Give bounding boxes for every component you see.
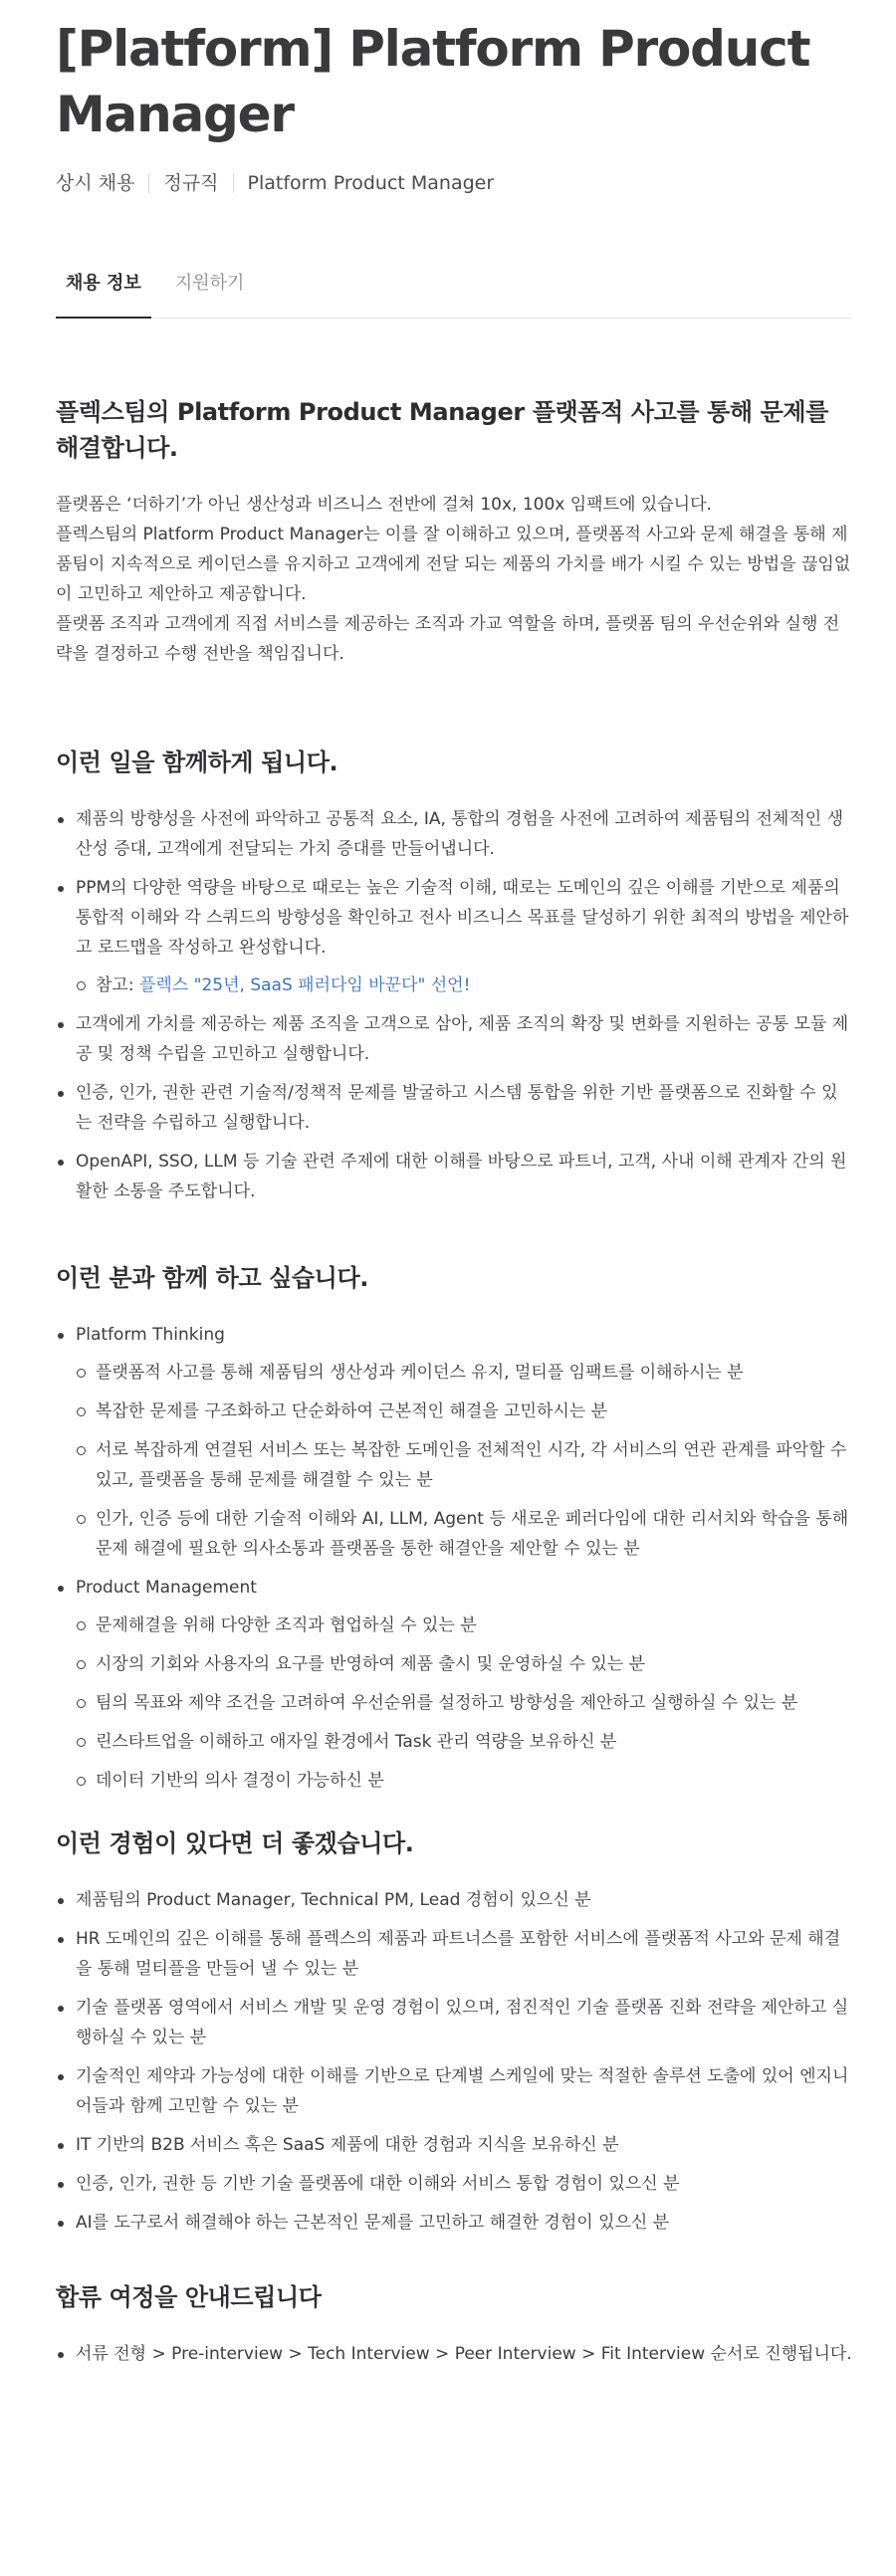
- intro-section: [56, 394, 852, 669]
- list-item: 플랫폼적 사고를 통해 제품팀의 생산성과 케이던스 유지, 멀티플 임팩트를 이해하시는 분: [76, 1358, 852, 1388]
- list-item: 제품팀의 Product Manager, Technical PM, Lead 경험이 있으신 분: [56, 1885, 852, 1915]
- work-section: [56, 745, 852, 1206]
- bonus-heading: 이런 경험이 있다면 더 좋겠습니다.: [56, 1829, 414, 1857]
- list-item: 인가, 인증 등에 대한 기술적 이해와 AI, LLM, Agent 등 새로운 페러다임에 대한 리서치와 학습을 통해 문제 해결에 필요한 의사소통과 플랫폼을 통한 해결안을 제안할 수 있는 분: [76, 1504, 852, 1564]
- tab-bar: [56, 269, 852, 319]
- list-item: [56, 1573, 852, 1796]
- list-item: [56, 1320, 852, 1564]
- job-description: [56, 394, 852, 2369]
- process-heading: 합류 여정을 안내드립니다: [56, 2283, 322, 2311]
- list-item: 인증, 인가, 권한 등 기반 기술 플랫폼에 대한 이해와 서비스 통합 경험이 있으신 분: [56, 2169, 852, 2199]
- list-item: 복잡한 문제를 구조화하고 단순화하여 근본적인 해결을 고민하시는 분: [76, 1396, 852, 1426]
- list-item: AI를 도구로서 해결해야 하는 근본적인 문제를 고민하고 해결한 경험이 있으신 분: [56, 2208, 852, 2238]
- bonus-section: [56, 1825, 852, 2238]
- reference-link[interactable]: 플렉스 "25년, SaaS 패러다임 바꾼다" 선언!: [138, 975, 471, 995]
- group-title: Product Management: [76, 1578, 257, 1598]
- want-sublist: [76, 1610, 852, 1796]
- list-item: 시장의 기회와 사용자의 요구를 반영하여 제품 출시 및 운영하실 수 있는 분: [76, 1649, 852, 1679]
- job-meta: [56, 169, 896, 197]
- meta-role: Platform Product Manager: [233, 173, 509, 193]
- list-item: 기술 플랫폼 영역에서 서비스 개발 및 운영 경험이 있으며, 점진적인 기술 플랫폼 진화 전략을 제안하고 실행하실 수 있는 분: [56, 1993, 852, 2052]
- intro-heading: 플렉스팀의 Platform Product Manager 플랫폼적 사고를 통해 문제를 해결합니다.: [56, 398, 829, 462]
- tab-apply[interactable]: 지원하기: [174, 273, 245, 294]
- intro-paragraph: 플랫폼 조직과 고객에게 직접 서비스를 제공하는 조직과 가교 역할을 하며, 플랫폼 팀의 우선순위와 실행 전략을 결정하고 수행 전반을 책임집니다.: [56, 614, 840, 664]
- list-item: 제품의 방향성을 사전에 파악하고 공통적 요소, IA, 통합의 경험을 사전에 고려하여 제품팀의 전체적인 생산성 증대, 고객에게 전달되는 가치 증대를 만들어냅니다.: [56, 804, 852, 864]
- intro-paragraph: 플렉스팀의 Platform Product Manager는 이를 잘 이해하고 있으며, 플랫폼적 사고와 문제 해결을 통해 제품팀이 지속적으로 케이던스를 유지하고 고객에게 전달 되는 제품의 가치를 배가 시킬 수 있는 방법을 끊임없이 고민하고 제안하고 제공합니다.: [56, 525, 851, 604]
- work-heading: 이런 일을 함께하게 됩니다.: [56, 749, 338, 776]
- reference-item: [76, 970, 852, 1000]
- work-sublist: [76, 970, 852, 1000]
- meta-hiring-type: 상시 채용: [56, 172, 135, 194]
- want-heading: 이런 분과 함께 하고 싶습니다.: [56, 1264, 368, 1292]
- intro-paragraph: 플랫폼은 ‘더하기’가 아닌 생산성과 비즈니스 전반에 걸쳐 10x, 100x 임팩트에 있습니다.: [56, 495, 712, 515]
- list-item: HR 도메인의 깊은 이해를 통해 플렉스의 제품과 파트너스를 포함한 서비스에 플랫폼적 사고와 문제 해결을 통해 멀티플을 만들어 낼 수 있는 분: [56, 1924, 852, 1984]
- list-item: OpenAPI, SSO, LLM 등 기술 관련 주제에 대한 이해를 바탕으로 파트너, 고객, 사내 이해 관계자 간의 원활한 소통을 주도합니다.: [56, 1147, 852, 1206]
- reference-label: 참고:: [96, 975, 139, 995]
- list-item: IT 기반의 B2B 서비스 혹은 SaaS 제품에 대한 경험과 지식을 보유하신 분: [56, 2130, 852, 2160]
- list-item: 문제해결을 위해 다양한 조직과 협업하실 수 있는 분: [76, 1610, 852, 1640]
- list-item: 고객에게 가치를 제공하는 제품 조직을 고객으로 삼아, 제품 조직의 확장 및 변화를 지원하는 공통 모듈 제공 및 정책 수립을 고민하고 실행합니다.: [56, 1009, 852, 1069]
- list-item: 인증, 인가, 권한 관련 기술적/정책적 문제를 발굴하고 시스템 통합을 위한 기반 플랫폼으로 진화할 수 있는 전략을 수립하고 실행합니다.: [56, 1078, 852, 1138]
- list-item: 린스타트업을 이해하고 애자일 환경에서 Task 관리 역량을 보유하신 분: [76, 1727, 852, 1757]
- want-sublist: [76, 1358, 852, 1564]
- group-title: Platform Thinking: [76, 1325, 225, 1345]
- bonus-list: [56, 1885, 852, 2238]
- want-list: [56, 1320, 852, 1796]
- want-section: [56, 1260, 852, 1796]
- tab-job-info[interactable]: 채용 정보: [56, 269, 151, 319]
- list-item: 팀의 목표와 제약 조건을 고려하여 우선순위를 설정하고 방향성을 제안하고 실행하실 수 있는 분: [76, 1688, 852, 1718]
- process-list: [56, 2339, 852, 2369]
- meta-employment-type: 정규직: [148, 173, 232, 193]
- list-item: 데이터 기반의 의사 결정이 가능하신 분: [76, 1766, 852, 1796]
- list-item: 기술적인 제약과 가능성에 대한 이해를 기반으로 단계별 스케일에 맞는 적절한 솔루션 도출에 있어 엔지니어들과 함께 고민할 수 있는 분: [56, 2061, 852, 2121]
- intro-body: [56, 490, 852, 669]
- process-section: [56, 2279, 852, 2369]
- page-title: [Platform] Platform Product Manager: [56, 20, 810, 143]
- list-item: 서로 복잡하게 연결된 서비스 또는 복잡한 도메인을 전체적인 시각, 각 서비스의 연관 관계를 파악할 수 있고, 플랫폼을 통해 문제를 해결할 수 있는 분: [76, 1435, 852, 1495]
- list-item: PPM의 다양한 역량을 바탕으로 때로는 높은 기술적 이해, 때로는 도메인의 깊은 이해를 기반으로 제품의 통합적 이해와 각 스쿼드의 방향성을 확인하고 전사 비즈니스 목표를 달성하기 위한 최적의 방법을 제안하고 로드맵을 작성하고 완성합니다. 참고: 플렉스 "25년, SaaS 패러다임 바꾼다" 선언!: [56, 873, 852, 1000]
- work-list: [56, 804, 852, 1206]
- list-item: 서류 전형 > Pre-interview > Tech Interview > Peer Interview > Fit Interview 순서로 진행됩니다.: [56, 2339, 852, 2369]
